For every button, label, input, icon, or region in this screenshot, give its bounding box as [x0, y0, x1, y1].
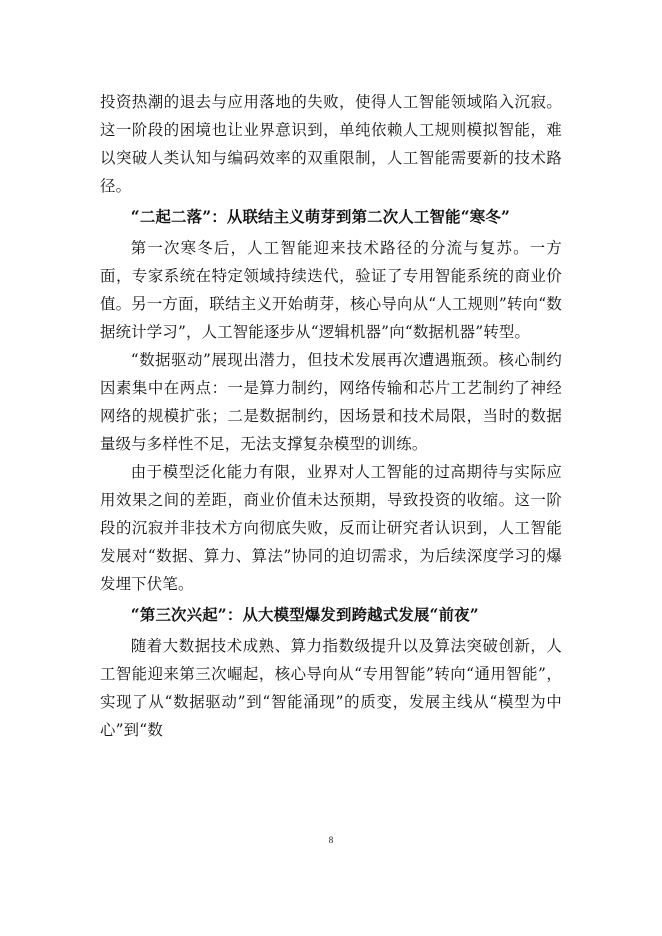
document-body [100, 88, 562, 744]
paragraph: 第一次寒冬后，人工智能迎来技术路径的分流与复苏。一方面，专家系统在特定领域持续迭代，验证了专用智能系统的商业价值。另一方面，联结主义开始萌芽，核心导向从“人工规则”转向“数据统计学习”，人工智能逐步从“逻辑机器”向“数据机器”转型。 [100, 239, 562, 341]
page-number: 8 [328, 835, 334, 845]
section-heading: “第三次兴起”：从大模型爆发到跨越式发展“前夜” [130, 606, 479, 624]
paragraph: 由于模型泛化能力有限，业界对人工智能的过高期待与实际应用效果之间的差距，商业价值未达预期，导致投资的收缩。这一阶段的沉寂并非技术方向彻底失败，反而让研究者认识到，人工智能发展对“数据、算力、算法”协同的迫切需求，为后续深度学习的爆发埋下伏笔。 [100, 463, 562, 593]
paragraph: 随着大数据技术成熟、算力指数级提升以及算法突破创新，人工智能迎来第三次崛起，核心导向从“专用智能”转向“通用智能”，实现了从“数据驱动”到“智能涌现”的质变，发展主线从“模型为中心”到“数 [100, 637, 562, 739]
section-heading: “二起二落”：从联结主义萌芽到第二次人工智能“寒冬” [130, 208, 511, 226]
paragraph: “数据驱动”展现出潜力，但技术发展再次遭遇瓶颈。核心制约因素集中在两点：一是算力制约，网络传输和芯片工艺制约了神经网络的规模扩张；二是数据制约，因场景和技术局限，当时的数据量级与多样性不足，无法支撑复杂模型的训练。 [100, 351, 562, 453]
paragraph: 投资热潮的退去与应用落地的失败，使得人工智能领域陷入沉寂。这一阶段的困境也让业界意识到，单纯依赖人工规则模拟智能，难以突破人类认知与编码效率的双重限制，人工智能需要新的技术路径。 [100, 93, 562, 195]
